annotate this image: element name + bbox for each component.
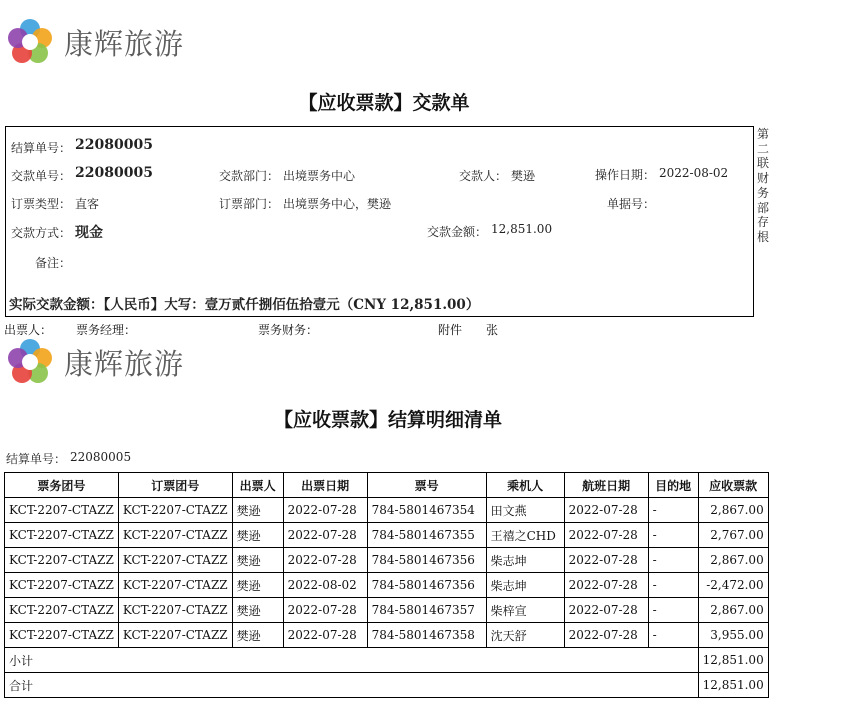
payer-value: 樊逊 <box>511 169 536 183</box>
flower-logo-icon <box>6 18 54 66</box>
table-cell: KCT-2207-CTAZZ <box>118 523 232 548</box>
col-header: 出票日期 <box>283 473 367 498</box>
doc-no-label: 单据号： <box>607 197 656 211</box>
table-cell: 2022-07-28 <box>564 523 648 548</box>
settle-no-label: 结算单号： <box>11 141 72 155</box>
subtotal-row <box>5 648 769 673</box>
flower-logo-icon <box>6 338 54 386</box>
table-cell: 2022-07-28 <box>283 623 367 648</box>
table-cell: 2022-07-28 <box>564 598 648 623</box>
dept-label: 交款部门： <box>219 169 280 183</box>
table-cell: KCT-2207-CTAZZ <box>118 548 232 573</box>
method-value: 现金 <box>75 225 103 241</box>
actual-amount-line: 实际交款金额：【人民币】大写：壹万贰仟捌佰伍拾壹元（CNY 12,851.00） <box>9 297 480 313</box>
table-cell: -2,472.00 <box>698 573 768 598</box>
table-row <box>5 498 769 523</box>
remark-label: 备注： <box>35 256 72 270</box>
col-header: 票务团号 <box>5 473 119 498</box>
table-row <box>5 548 769 573</box>
table-cell: 樊逊 <box>232 498 283 523</box>
col-header: 出票人 <box>232 473 283 498</box>
company-logo-2 <box>6 338 186 386</box>
col-header: 目的地 <box>648 473 698 498</box>
table-cell: 784-5801467357 <box>367 598 486 623</box>
table-cell: 樊逊 <box>232 623 283 648</box>
table-cell: KCT-2207-CTAZZ <box>5 623 119 648</box>
settle-no-value: 22080005 <box>75 137 153 153</box>
col-header: 订票团号 <box>118 473 232 498</box>
table-cell: 柴志坤 <box>486 573 564 598</box>
table-cell: KCT-2207-CTAZZ <box>5 548 119 573</box>
table-cell: 2022-08-02 <box>283 573 367 598</box>
table-cell: 2022-07-28 <box>283 598 367 623</box>
table-cell: 田文燕 <box>486 498 564 523</box>
table-cell: - <box>648 498 698 523</box>
table-row <box>5 598 769 623</box>
table-cell: 2,867.00 <box>698 598 768 623</box>
table-cell: 2022-07-28 <box>564 623 648 648</box>
table-cell: KCT-2207-CTAZZ <box>118 598 232 623</box>
logo-text: 康辉旅游 <box>64 346 185 381</box>
table-cell: KCT-2207-CTAZZ <box>5 498 119 523</box>
table-cell: 沈天舒 <box>486 623 564 648</box>
table-row <box>5 523 769 548</box>
ticket-type-value: 直客 <box>75 197 100 211</box>
detail-settle-no-value: 22080005 <box>70 450 132 464</box>
table-cell: 2022-07-28 <box>283 498 367 523</box>
detail-settle-no-label: 结算单号： <box>6 452 67 466</box>
table-cell: - <box>648 623 698 648</box>
method-label: 交款方式： <box>11 226 72 240</box>
table-cell: KCT-2207-CTAZZ <box>5 598 119 623</box>
table-cell: KCT-2207-CTAZZ <box>118 573 232 598</box>
logo-text: 康辉旅游 <box>64 26 185 61</box>
table-cell: 784-5801467354 <box>367 498 486 523</box>
detail-title: 【应收票款】结算明细清单 <box>273 409 502 431</box>
subtotal-label: 小计 <box>5 648 699 673</box>
col-header: 票号 <box>367 473 486 498</box>
total-label: 合计 <box>5 673 699 698</box>
table-cell: 784-5801467355 <box>367 523 486 548</box>
pay-no-value: 22080005 <box>75 165 153 181</box>
table-cell: 2022-07-28 <box>564 548 648 573</box>
col-header: 应收票款 <box>698 473 768 498</box>
ticket-type-label: 订票类型： <box>11 197 72 211</box>
attachment-label: 附件 <box>438 323 463 337</box>
finance-label: 票务财务： <box>258 323 319 337</box>
table-cell: 樊逊 <box>232 523 283 548</box>
subtotal-value: 12,851.00 <box>698 648 768 673</box>
copy-stub-label: 第二联财务部存根 <box>756 127 769 244</box>
table-cell: 784-5801467358 <box>367 623 486 648</box>
table-cell: 2,767.00 <box>698 523 768 548</box>
pay-no-label: 交款单号： <box>11 169 72 183</box>
table-cell: KCT-2207-CTAZZ <box>5 573 119 598</box>
issuer-label: 出票人： <box>4 323 53 337</box>
table-cell: KCT-2207-CTAZZ <box>118 623 232 648</box>
op-date-value: 2022-08-02 <box>659 166 729 180</box>
table-cell: - <box>648 523 698 548</box>
table-cell: 784-5801467356 <box>367 548 486 573</box>
settlement-detail-table <box>4 472 769 698</box>
receipt-title: 【应收票款】交款单 <box>298 92 470 114</box>
total-value: 12,851.00 <box>698 673 768 698</box>
table-cell: 樊逊 <box>232 548 283 573</box>
table-cell: KCT-2207-CTAZZ <box>118 498 232 523</box>
payer-label: 交款人： <box>459 169 508 183</box>
sheets-label: 张 <box>486 323 499 337</box>
col-header: 乘机人 <box>486 473 564 498</box>
manager-label: 票务经理： <box>76 323 137 337</box>
table-cell: 2022-07-28 <box>564 573 648 598</box>
table-cell: 2022-07-28 <box>283 548 367 573</box>
col-header: 航班日期 <box>564 473 648 498</box>
table-cell: 樊逊 <box>232 598 283 623</box>
booking-dept-label: 订票部门： <box>219 197 280 211</box>
op-date-label: 操作日期： <box>595 168 656 182</box>
table-row <box>5 573 769 598</box>
table-cell: 柴梓宣 <box>486 598 564 623</box>
table-cell: KCT-2207-CTAZZ <box>5 523 119 548</box>
table-cell: - <box>648 573 698 598</box>
table-cell: 2,867.00 <box>698 548 768 573</box>
company-logo <box>6 18 186 66</box>
table-cell: 2022-07-28 <box>564 498 648 523</box>
table-header-row <box>5 473 769 498</box>
table-cell: 王禧之CHD <box>486 523 564 548</box>
table-cell: 2,867.00 <box>698 498 768 523</box>
total-row <box>5 673 769 698</box>
amount-value: 12,851.00 <box>491 222 553 236</box>
table-cell: 柴志坤 <box>486 548 564 573</box>
table-cell: 樊逊 <box>232 573 283 598</box>
table-cell: 784-5801467356 <box>367 573 486 598</box>
amount-label: 交款金额： <box>427 225 488 239</box>
table-cell: 3,955.00 <box>698 623 768 648</box>
dept-value: 出境票务中心 <box>283 169 356 183</box>
table-row <box>5 623 769 648</box>
table-cell: 2022-07-28 <box>283 523 367 548</box>
table-cell: - <box>648 598 698 623</box>
receipt-form <box>5 126 754 317</box>
table-cell: - <box>648 548 698 573</box>
booking-dept-value: 出境票务中心，樊逊 <box>283 197 392 211</box>
